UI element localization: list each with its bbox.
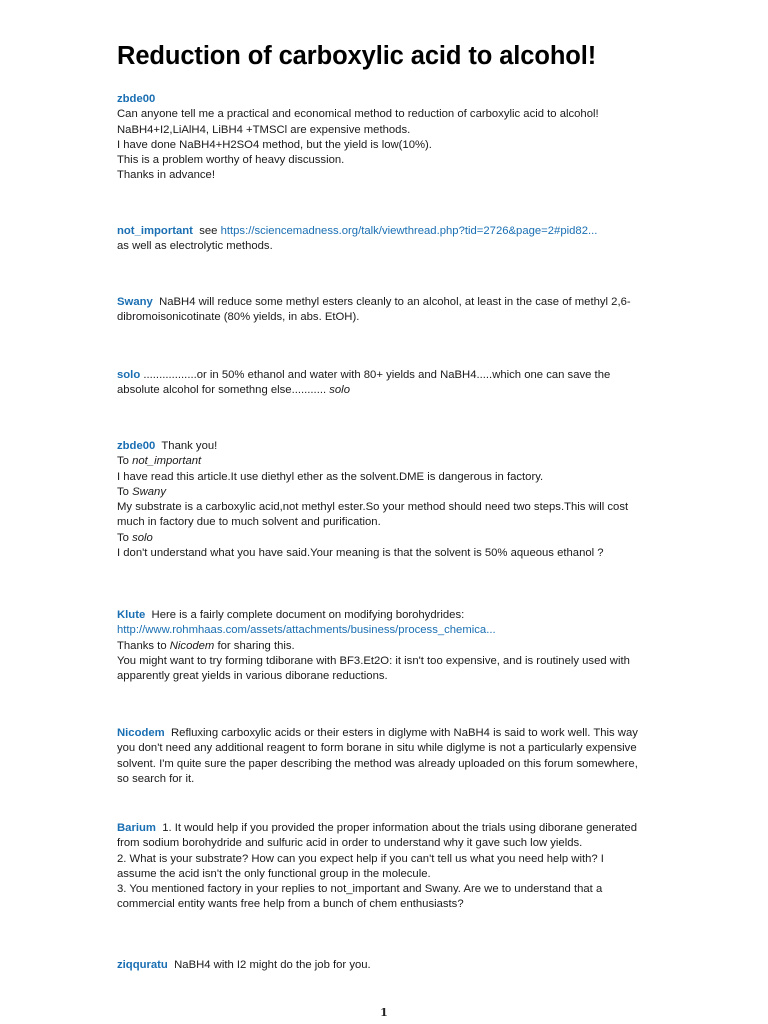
thanks-name: Nicodem [169,639,215,652]
post-line: 2. What is your substrate? How can you expect help if you can't tell us what you need help with? I [117,852,604,865]
post-text: .................or in 50% ethanol and water with 80+ yields and NaBH4.....which one can save the [143,369,611,381]
page-title: Reduction of carboxylic acid to alcohol! [117,42,597,70]
post-line: dibromoisonicotinate (80% yields, in abs. EtOH). [117,311,360,324]
post-author[interactable]: Swany [117,296,153,308]
post-text: 1. It would help if you provided the proper information about the trials using diborane generated [162,822,637,834]
post-line: so search for it. [117,772,195,785]
post-line: as well as electrolytic methods. [117,240,273,253]
post-line: solvent. I'm quite sure the paper describing the method was already uploaded on this forum somewhere, [117,757,638,770]
post-text: NaBH4 will reduce some methyl esters cleanly to an alcohol, at least in the case of methyl 2,6- [159,296,631,308]
post-text: NaBH4 with I2 might do the job for you. [174,959,371,971]
post-text: see [199,225,218,237]
post-author[interactable]: ziqquratu [117,959,168,971]
post-line: I have read this article.It use diethyl ether as the solvent.DME is dangerous in factory. [117,470,544,483]
post-klute [117,608,657,684]
reply-to-label: To [117,455,129,468]
post-author[interactable]: not_important [117,225,193,237]
post-line: absolute alcohol for somethng else........... [117,384,327,397]
post-text: Here is a fairly complete document on modifying borohydrides: [151,609,465,621]
post-zbde00-1 [117,92,657,184]
reply-to-label: To [117,531,129,544]
post-text: Thank you! [161,440,218,452]
post-line: You might want to try forming tdiborane with BF3.Et2O: it isn't too expensive, and is routinely used with [117,654,630,667]
post-line: This is a problem worthy of heavy discussion. [117,154,345,167]
page-number: 1 [380,1006,388,1019]
post-line: you don't need any additional reagent to form borane in situ while diglyme is not a particularly expensive [117,742,637,755]
thread-link[interactable]: https://sciencemadness.org/talk/viewthread.php?tid=2726&page=2#pid82... [220,225,598,237]
post-author[interactable]: zbde00 [117,440,156,452]
post-not-important [117,224,657,255]
post-line: I don't understand what you have said.Your meaning is that the solvent is 50% aqueous ethanol ? [117,547,604,560]
post-text: Refluxing carboxylic acids or their esters in diglyme with NaBH4 is said to work well. This way [171,727,638,739]
reply-to-name: Swany [132,485,166,498]
post-ziqquratu [117,958,657,973]
post-signature: solo [329,384,350,397]
post-nicodem [117,726,657,787]
document-link[interactable]: http://www.rohmhaas.com/assets/attachments/business/process_chemica... [117,624,496,637]
reply-to-label: To [117,485,129,498]
post-author[interactable]: solo [117,369,141,381]
post-line: assume the acid isn't the only functional group in the molecule. [117,867,431,880]
post-line: NaBH4+I2,LiAlH4, LiBH4 +TMSCl are expensive methods. [117,123,411,136]
post-line: commercial entity wants free help from a bunch of chem enthusiasts? [117,898,464,911]
post-line: Thanks in advance! [117,169,215,182]
post-author[interactable]: Barium [117,822,156,834]
post-text: Thanks to [117,639,167,652]
post-line: My substrate is a carboxylic acid,not methyl ester.So your method should need two steps.This will cost [117,501,629,514]
post-line: 3. You mentioned factory in your replies to not_important and Swany. Are we to understand that a [117,883,603,896]
post-line: from sodium borohydride and sulfuric acid in order to understand why it gave such low yields. [117,837,583,850]
post-text: for sharing this. [217,639,295,652]
post-author[interactable]: Nicodem [117,727,165,739]
post-zbde00-2 [117,439,657,561]
post-barium [117,821,657,913]
post-line: much in factory due to much solvent and purification. [117,516,381,529]
post-line: Can anyone tell me a practical and economical method to reduction of carboxylic acid to alcohol! [117,108,599,121]
post-author[interactable]: zbde00 [117,93,156,105]
post-author[interactable]: Klute [117,609,146,621]
post-solo [117,368,657,399]
reply-to-name: solo [132,531,153,544]
post-line: I have done NaBH4+H2SO4 method, but the yield is low(10%). [117,138,432,151]
reply-to-name: not_important [132,455,202,468]
post-line: apparently great yields in various diborane reductions. [117,670,388,683]
post-swany [117,295,657,326]
